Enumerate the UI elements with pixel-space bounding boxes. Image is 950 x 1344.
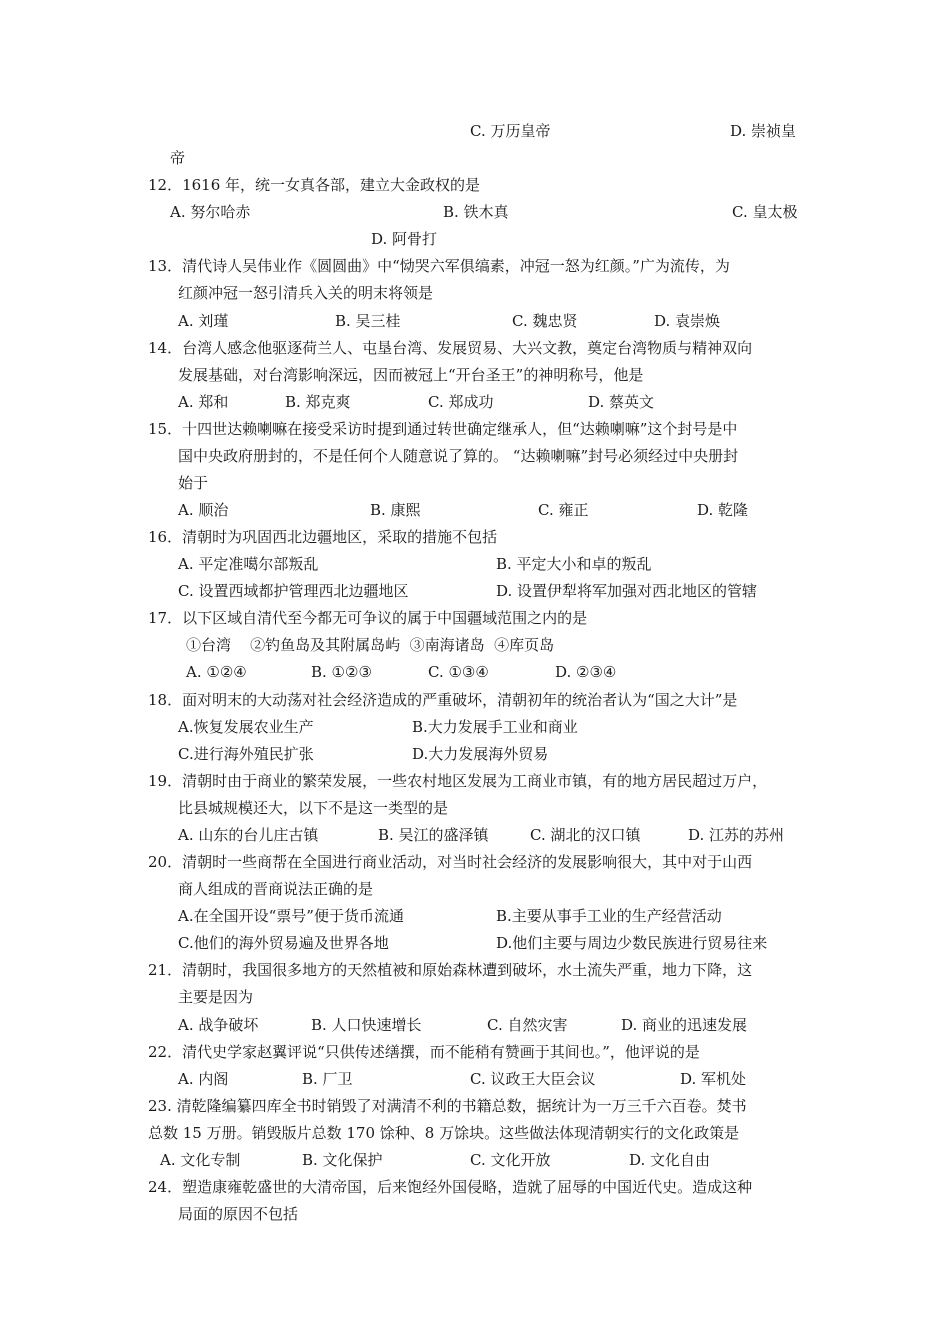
q15-option-c: C. 雍正 — [538, 501, 589, 519]
q17-option-a: A. ①②④ — [186, 663, 247, 681]
q19-stem-line2: 比县城规模还大，以下不是这一类型的是 — [178, 799, 449, 817]
q23-stem-line1: 23. 清乾隆编纂四库全书时销毁了对满清不利的书籍总数，据统计为一万三千六百卷。焚书 — [148, 1097, 747, 1115]
q11-option-d-wrap: 帝 — [170, 149, 186, 167]
q21-option-d: D. 商业的迅速发展 — [621, 1016, 748, 1034]
q16-option-d: D. 设置伊犁将军加强对西北地区的管辖 — [496, 582, 758, 600]
q18-stem: 18．面对明末的大动荡对社会经济造成的严重破坏，清朝初年的统治者认为“国之大计”是 — [148, 691, 738, 709]
q15-option-a: A. 顺治 — [178, 501, 229, 519]
q20-option-c: C.他们的海外贸易遍及世界各地 — [178, 934, 389, 952]
q11-option-d: D. 崇祯皇 — [730, 122, 797, 140]
q13-option-b: B. 吴三桂 — [335, 312, 401, 330]
q20-stem-line1: 20．清朝时一些商帮在全国进行商业活动，对当时社会经济的发展影响很大，其中对于山西 — [148, 853, 753, 871]
q13-option-d: D. 袁崇焕 — [654, 312, 721, 330]
q22-stem: 22．清代史学家赵翼评说“只供传述缮撰，而不能稍有赞画于其间也。”，他评说的是 — [148, 1043, 700, 1061]
q22-option-c: C. 议政王大臣会议 — [470, 1070, 596, 1088]
q14-option-d: D. 蔡英文 — [588, 393, 655, 411]
q15-stem-line3: 始于 — [178, 474, 209, 492]
q21-stem-line2: 主要是因为 — [178, 988, 254, 1006]
q24-stem-line2: 局面的原因不包括 — [178, 1205, 299, 1223]
q17-option-c: C. ①③④ — [428, 663, 489, 681]
q15-option-b: B. 康熙 — [370, 501, 421, 519]
q17-stem: 17．以下区域自清代至今都无可争议的属于中国疆域范围之内的是 — [148, 609, 588, 627]
q18-option-b: B.大力发展手工业和商业 — [412, 718, 578, 736]
q16-stem: 16．清朝时为巩固西北边疆地区，采取的措施不包括 — [148, 528, 498, 546]
q19-stem-line1: 19．清朝时由于商业的繁荣发展，一些农村地区发展为工商业市镇，有的地方居民超过万户， — [148, 772, 768, 790]
q17-option-b: B. ①②③ — [311, 663, 372, 681]
q12-option-b: B. 铁木真 — [443, 203, 509, 221]
q20-option-a: A.在全国开设“票号”便于货币流通 — [178, 907, 404, 925]
q19-option-c: C. 湖北的汉口镇 — [530, 826, 641, 844]
q19-option-a: A. 山东的台儿庄古镇 — [178, 826, 319, 844]
q18-option-c: C.进行海外殖民扩张 — [178, 745, 314, 763]
q21-option-c: C. 自然灾害 — [487, 1016, 568, 1034]
q22-option-d: D. 军机处 — [680, 1070, 747, 1088]
q16-option-a: A. 平定准噶尔部叛乱 — [178, 555, 319, 573]
q12-option-d: D. 阿骨打 — [371, 230, 438, 248]
q17-items: ①台湾 ②钓鱼岛及其附属岛屿 ③南海诸岛 ④库页岛 — [186, 636, 555, 654]
q13-option-a: A. 刘瑾 — [178, 312, 229, 330]
q17-option-d: D. ②③④ — [555, 663, 617, 681]
q18-option-a: A.恢复发展农业生产 — [178, 718, 314, 736]
q20-option-b: B.主要从事手工业的生产经营活动 — [496, 907, 722, 925]
q11-option-c: C. 万历皇帝 — [470, 122, 551, 140]
q23-option-d: D. 文化自由 — [629, 1151, 711, 1169]
q12-option-c: C. 皇太极 — [732, 203, 798, 221]
q21-stem-line1: 21．清朝时，我国很多地方的天然植被和原始森林遭到破坏，水土流失严重，地力下降，这 — [148, 961, 753, 979]
q14-stem-line2: 发展基础，对台湾影响深远，因而被冠上“开台圣王”的神明称号，他是 — [178, 366, 644, 384]
q14-option-b: B. 郑克爽 — [285, 393, 351, 411]
q13-stem-line1: 13．清代诗人吴伟业作《圆圆曲》中“恸哭六军俱缟素，冲冠一怒为红颜。”广为流传，为 — [148, 257, 730, 275]
q23-option-b: B. 文化保护 — [302, 1151, 383, 1169]
q23-stem-line2: 总数 15 万册。销毁版片总数 170 馀种、8 万馀块。这些做法体现清朝实行的文化政策是 — [148, 1124, 740, 1142]
q20-option-d: D.他们主要与周边少数民族进行贸易往来 — [496, 934, 768, 952]
q12-stem: 12．1616 年，统一女真各部，建立大金政权的是 — [148, 176, 481, 194]
q15-stem-line1: 15．十四世达赖喇嘛在接受采访时提到通过转世确定继承人，但“达赖喇嘛”这个封号是中 — [148, 420, 738, 438]
q15-stem-line2: 国中央政府册封的，不是任何个人随意说了算的。 “达赖喇嘛”封号必须经过中央册封 — [178, 447, 739, 465]
q20-stem-line2: 商人组成的晋商说法正确的是 — [178, 880, 374, 898]
q24-stem-line1: 24．塑造康雍乾盛世的大清帝国，后来饱经外国侵略，造就了屈辱的中国近代史。造成这种 — [148, 1178, 753, 1196]
q14-option-c: C. 郑成功 — [428, 393, 494, 411]
q18-option-d: D.大力发展海外贸易 — [412, 745, 549, 763]
q19-option-d: D. 江苏的苏州 — [688, 826, 785, 844]
q14-option-a: A. 郑和 — [178, 393, 229, 411]
q13-option-c: C. 魏忠贤 — [512, 312, 578, 330]
q19-option-b: B. 吴江的盛泽镇 — [378, 826, 489, 844]
q23-option-c: C. 文化开放 — [470, 1151, 551, 1169]
q16-option-c: C. 设置西域都护管理西北边疆地区 — [178, 582, 409, 600]
q21-option-b: B. 人口快速增长 — [311, 1016, 422, 1034]
q13-stem-line2: 红颜冲冠一怒引清兵入关的明末将领是 — [178, 284, 434, 302]
q22-option-a: A. 内阁 — [178, 1070, 229, 1088]
q16-option-b: B. 平定大小和卓的叛乱 — [496, 555, 652, 573]
q21-option-a: A. 战争破坏 — [178, 1016, 259, 1034]
q14-stem-line1: 14．台湾人感念他驱逐荷兰人、屯垦台湾、发展贸易、大兴文教，奠定台湾物质与精神双向 — [148, 339, 753, 357]
q23-option-a: A. 文化专制 — [160, 1151, 241, 1169]
q15-option-d: D. 乾隆 — [697, 501, 749, 519]
q12-option-a: A. 努尔哈赤 — [170, 203, 251, 221]
q22-option-b: B. 厂卫 — [302, 1070, 353, 1088]
